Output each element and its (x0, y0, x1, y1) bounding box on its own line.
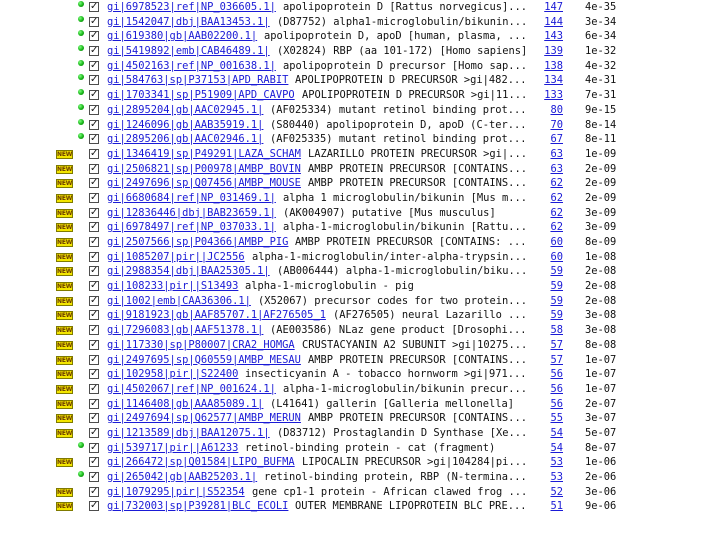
evalue: 3e-08 (585, 309, 617, 322)
new-badge-icon: NEW (57, 356, 73, 364)
select-checkbox[interactable]: ✓ (90, 133, 99, 145)
score-link[interactable]: 133 (544, 89, 563, 102)
green-dot-icon (78, 442, 84, 448)
score-link[interactable]: 67 (550, 133, 563, 146)
select-checkbox[interactable]: ✓ (90, 89, 99, 101)
hit-row (0, 73, 720, 88)
evalue: 5e-07 (585, 426, 617, 439)
hit-description: apolipoprotein D, apoD [human, plasma, ... (264, 30, 527, 43)
hit-description: alpha 1 microglobulin/bikunin [Mus m... (283, 191, 527, 204)
evalue: 4e-35 (585, 1, 617, 13)
hit-row (0, 15, 720, 30)
new-badge-icon: NEW (57, 385, 73, 393)
select-checkbox[interactable]: ✓ (90, 309, 99, 321)
new-badge-icon: NEW (57, 194, 73, 202)
hit-description: gene cp1-1 protein - African clawed frog ... (252, 485, 528, 498)
hit-description: (AB006444) alpha-1-microglobulin/biku... (277, 265, 528, 278)
select-checkbox[interactable]: ✓ (90, 353, 99, 365)
hit-row (0, 191, 720, 206)
evalue: 3e-07 (585, 412, 617, 425)
gi-accession-link[interactable]: gi|2895204|gb|AAC02945.1| (107, 103, 264, 116)
hit-row (0, 294, 720, 309)
score-link[interactable]: 56 (550, 397, 563, 410)
select-checkbox[interactable]: ✓ (90, 221, 99, 233)
hit-description: AMBP PROTEIN PRECURSOR [CONTAINS... (308, 162, 527, 175)
select-checkbox[interactable]: ✓ (90, 118, 99, 130)
hit-description: AMBP PROTEIN PRECURSOR [CONTAINS... (308, 412, 527, 425)
hit-row (0, 470, 720, 485)
gi-accession-link[interactable]: gi|619380|gb|AAB02200.1| (107, 30, 258, 43)
new-badge-icon: NEW (57, 180, 73, 188)
gi-accession-link[interactable]: gi|1246096|gb|AAB35919.1| (107, 118, 264, 131)
evalue: 1e-07 (585, 353, 617, 366)
evalue: 4e-31 (585, 74, 617, 87)
hit-row (0, 499, 720, 514)
gi-accession-link[interactable]: gi|2497695|sp|Q60559|AMBP_MESAU (107, 353, 301, 366)
hit-description: (AE003586) NLaz gene product [Drosophi... (270, 324, 527, 337)
green-dot-icon (78, 133, 84, 139)
select-checkbox[interactable]: ✓ (90, 485, 99, 497)
new-badge-icon: NEW (57, 488, 73, 496)
gi-accession-link[interactable]: gi|117330|sp|P80007|CRA2_HOMGA (107, 338, 295, 351)
green-dot-icon (78, 30, 84, 36)
score-link[interactable]: 51 (550, 500, 563, 513)
hit-row (0, 176, 720, 191)
hit-row (0, 162, 720, 177)
score-link[interactable]: 138 (544, 59, 563, 72)
evalue: 1e-07 (585, 382, 617, 395)
new-badge-icon: NEW (57, 429, 73, 437)
hit-row (0, 103, 720, 118)
score-link[interactable]: 59 (550, 309, 563, 322)
select-checkbox[interactable]: ✓ (90, 324, 99, 336)
hit-row (0, 118, 720, 133)
score-link[interactable]: 60 (550, 236, 563, 248)
select-checkbox[interactable]: ✓ (90, 30, 99, 42)
hit-row (0, 0, 720, 15)
hit-description: APOLIPOPROTEIN D PRECURSOR >gi|11... (302, 89, 528, 102)
hit-description: (AF025335) mutant retinol binding prot... (270, 133, 527, 146)
score-link[interactable]: 52 (550, 485, 563, 498)
score-link[interactable]: 62 (550, 206, 563, 219)
evalue: 2e-06 (585, 471, 617, 483)
evalue: 3e-09 (585, 221, 617, 234)
hit-description: (S80440) apolipoprotein D, apoD (C-ter... (270, 118, 527, 131)
gi-accession-link[interactable]: gi|584763|sp|P37153|APD_RABIT (107, 74, 289, 87)
evalue: 8e-08 (585, 338, 617, 351)
hit-row (0, 44, 720, 59)
select-checkbox[interactable]: ✓ (90, 147, 99, 159)
evalue: 9e-15 (585, 103, 617, 116)
evalue: 6e-34 (585, 30, 617, 43)
select-checkbox[interactable]: ✓ (90, 206, 99, 218)
score-link[interactable]: 54 (550, 426, 563, 439)
green-dot-icon (78, 45, 84, 51)
hit-row (0, 264, 720, 279)
score-link[interactable]: 139 (544, 45, 563, 58)
gi-accession-link[interactable]: gi|2497696|sp|Q07456|AMBP_MOUSE (107, 177, 301, 190)
gi-accession-link[interactable]: gi|108233|pir||S13493 (107, 280, 239, 293)
hit-row (0, 59, 720, 74)
gi-accession-link[interactable]: gi|2506821|sp|P00978|AMBP_BOVIN (107, 162, 301, 175)
score-link[interactable]: 143 (544, 30, 563, 43)
evalue: 8e-09 (585, 236, 617, 248)
hit-description: alpha-1-microglobulin - pig (245, 280, 414, 293)
gi-accession-link[interactable]: gi|9181923|gb|AAF85707.1|AF276505_1 (107, 309, 326, 322)
hit-description: LAZARILLO PROTEIN PRECURSOR >gi|... (308, 147, 527, 160)
new-badge-icon: NEW (57, 224, 73, 232)
select-checkbox[interactable]: ✓ (90, 162, 99, 174)
new-badge-icon: NEW (57, 165, 73, 173)
evalue: 4e-32 (585, 59, 617, 72)
select-checkbox[interactable]: ✓ (90, 368, 99, 380)
hit-description: (D87752) alpha1-microglobulin/bikunin... (277, 15, 528, 28)
evalue: 8e-07 (585, 441, 617, 454)
select-checkbox[interactable]: ✓ (90, 103, 99, 115)
green-dot-icon (78, 119, 84, 125)
score-link[interactable]: 62 (550, 221, 563, 234)
select-checkbox[interactable]: ✓ (90, 1, 99, 12)
new-badge-icon: NEW (57, 283, 73, 291)
gi-accession-link[interactable]: gi|6978497|ref|NP_037033.1| (107, 221, 276, 234)
hit-row (0, 397, 720, 412)
select-checkbox[interactable]: ✓ (90, 59, 99, 71)
gi-accession-link[interactable]: gi|12836446|dbj|BAB23659.1| (107, 206, 276, 219)
evalue: 8e-11 (585, 133, 617, 146)
select-checkbox[interactable]: ✓ (90, 338, 99, 350)
hit-row (0, 382, 720, 397)
hit-description: (D83712) Prostaglandin D Synthase [Xe... (277, 426, 528, 439)
select-checkbox[interactable]: ✓ (90, 456, 99, 468)
gi-accession-link[interactable]: gi|6978523|ref|NP_036605.1| (107, 1, 276, 13)
select-checkbox[interactable]: ✓ (90, 280, 99, 292)
new-badge-icon: NEW (57, 327, 73, 335)
hit-row (0, 411, 720, 426)
gi-accession-link[interactable]: gi|1703341|sp|P51909|APD_CAVPO (107, 89, 295, 102)
hit-row (0, 206, 720, 221)
green-dot-icon (78, 471, 84, 477)
hit-row (0, 485, 720, 500)
gi-accession-link[interactable]: gi|1079295|pir||S52354 (107, 485, 245, 498)
hit-description: (X52067) precursor codes for two protein... (258, 294, 527, 307)
new-badge-icon: NEW (57, 268, 73, 276)
score-link[interactable]: 56 (550, 382, 563, 395)
score-link[interactable]: 62 (550, 177, 563, 190)
gi-accession-link[interactable]: gi|732003|sp|P39281|BLC_ECOLI (107, 500, 289, 513)
select-checkbox[interactable]: ✓ (90, 45, 99, 57)
score-link[interactable]: 62 (550, 191, 563, 204)
score-link[interactable]: 59 (550, 265, 563, 278)
green-dot-icon (78, 1, 84, 7)
evalue: 3e-34 (585, 15, 617, 28)
new-badge-icon: NEW (57, 503, 73, 511)
evalue: 9e-06 (585, 500, 617, 513)
evalue: 3e-08 (585, 324, 617, 337)
evalue: 2e-09 (585, 191, 617, 204)
gi-accession-link[interactable]: gi|5419892|emb|CAB46489.1| (107, 45, 270, 58)
hit-row (0, 29, 720, 44)
new-badge-icon: NEW (57, 459, 73, 467)
new-badge-icon: NEW (57, 400, 73, 408)
gi-accession-link[interactable]: gi|1213589|dbj|BAA12075.1| (107, 426, 270, 439)
select-checkbox[interactable]: ✓ (90, 471, 99, 482)
score-link[interactable]: 55 (550, 412, 563, 425)
green-dot-icon (78, 104, 84, 110)
green-dot-icon (78, 74, 84, 80)
gi-accession-link[interactable]: gi|1346419|sp|P49291|LAZA_SCHAM (107, 147, 301, 160)
new-badge-icon: NEW (57, 297, 73, 305)
gi-accession-link[interactable]: gi|4502067|ref|NP_001624.1| (107, 382, 276, 395)
evalue: 1e-09 (585, 147, 617, 160)
evalue: 1e-07 (585, 368, 617, 381)
hit-description: AMBP PROTEIN PRECURSOR [CONTAINS... (308, 177, 527, 190)
evalue: 1e-32 (585, 45, 617, 58)
select-checkbox[interactable]: ✓ (90, 397, 99, 409)
evalue: 3e-09 (585, 206, 617, 219)
evalue: 2e-08 (585, 280, 617, 293)
gi-accession-link[interactable]: gi|265042|gb|AAB25203.1| (107, 471, 258, 483)
evalue: 7e-31 (585, 89, 617, 102)
score-link[interactable]: 56 (550, 368, 563, 381)
score-link[interactable]: 54 (550, 441, 563, 454)
hit-description: retinol-binding protein, RBP (N-termina... (264, 471, 527, 483)
hit-row (0, 279, 720, 294)
hit-row (0, 353, 720, 368)
evalue: 8e-14 (585, 118, 617, 131)
evalue: 2e-09 (585, 162, 617, 175)
gi-accession-link[interactable]: gi|2988354|dbj|BAA25305.1| (107, 265, 270, 278)
score-link[interactable]: 53 (550, 471, 563, 483)
hit-description: (AF276505) neural Lazarillo ... (333, 309, 527, 322)
select-checkbox[interactable]: ✓ (90, 412, 99, 424)
hit-description: AMBP PROTEIN PRECURSOR [CONTAINS: ... (295, 236, 527, 248)
hit-description: (X02824) RBP (aa 101-172) [Homo sapiens] (277, 45, 528, 58)
new-badge-icon: NEW (57, 253, 73, 261)
hit-row (0, 220, 720, 235)
hit-description: retinol-binding protein - cat (fragment) (245, 441, 496, 454)
select-checkbox[interactable]: ✓ (90, 441, 99, 453)
gi-accession-link[interactable]: gi|2497694|sp|Q62577|AMBP_MERUN (107, 412, 301, 425)
gi-accession-link[interactable]: gi|266472|sp|Q01584|LIPO_BUFMA (107, 456, 295, 469)
evalue: 1e-08 (585, 250, 617, 263)
hit-description: (AK004907) putative [Mus musculus] (283, 206, 496, 219)
hit-row (0, 441, 720, 456)
gi-accession-link[interactable]: gi|7296083|gb|AAF51378.1| (107, 324, 264, 337)
select-checkbox[interactable]: ✓ (90, 177, 99, 189)
hit-description: CRUSTACYANIN A2 SUBUNIT >gi|10275... (302, 338, 528, 351)
gi-accession-link[interactable]: gi|2895206|gb|AAC02946.1| (107, 133, 264, 146)
gi-accession-link[interactable]: gi|102958|pir||S22400 (107, 368, 239, 381)
hit-row (0, 88, 720, 103)
gi-accession-link[interactable]: gi|1002|emb|CAA36306.1| (107, 294, 251, 307)
select-checkbox[interactable]: ✓ (90, 500, 99, 512)
green-dot-icon (78, 60, 84, 66)
hit-row (0, 426, 720, 441)
hit-description: alpha-1-microglobulin/inter-alpha-trypsin... (252, 250, 528, 263)
hit-row (0, 308, 720, 323)
score-link[interactable]: 134 (544, 74, 563, 87)
gi-accession-link[interactable]: gi|2507566|sp|P04366|AMBP_PIG (107, 236, 289, 248)
green-dot-icon (78, 89, 84, 95)
hit-row (0, 455, 720, 470)
new-badge-icon: NEW (57, 371, 73, 379)
score-link[interactable]: 57 (550, 353, 563, 366)
select-checkbox[interactable]: ✓ (90, 382, 99, 394)
gi-accession-link[interactable]: gi|1146408|gb|AAA85089.1| (107, 397, 264, 410)
select-checkbox[interactable]: ✓ (90, 236, 99, 247)
hit-description: APOLIPOPROTEIN D PRECURSOR >gi|482... (295, 74, 527, 87)
hit-description: OUTER MEMBRANE LIPOPROTEIN BLC PRE... (295, 500, 527, 513)
score-link[interactable]: 80 (550, 103, 563, 116)
evalue: 1e-06 (585, 456, 617, 469)
score-link[interactable]: 58 (550, 324, 563, 337)
hit-description: alpha-1-microglobulin/bikunin [Rattu... (283, 221, 527, 234)
hit-row (0, 367, 720, 382)
hit-row (0, 250, 720, 265)
new-badge-icon: NEW (57, 150, 73, 158)
score-link[interactable]: 63 (550, 162, 563, 175)
select-checkbox[interactable]: ✓ (90, 74, 99, 86)
hit-row (0, 147, 720, 162)
select-checkbox[interactable]: ✓ (90, 426, 99, 438)
gi-accession-link[interactable]: gi|6680684|ref|NP_031469.1| (107, 191, 276, 204)
select-checkbox[interactable]: ✓ (90, 250, 99, 262)
hit-description: insecticyanin A - tobacco hornworm >gi|971... (245, 368, 527, 381)
score-link[interactable]: 60 (550, 250, 563, 263)
score-link[interactable]: 70 (550, 118, 563, 131)
hit-row (0, 323, 720, 338)
score-link[interactable]: 144 (544, 15, 563, 28)
green-dot-icon (78, 16, 84, 22)
new-badge-icon: NEW (57, 415, 73, 423)
score-link[interactable]: 57 (550, 338, 563, 351)
hit-description: apolipoprotein D precursor [Homo sap... (283, 59, 527, 72)
evalue: 2e-08 (585, 294, 617, 307)
hit-description: (L41641) gallerin [Galleria mellonella] (270, 397, 514, 410)
score-link[interactable]: 59 (550, 280, 563, 293)
evalue: 3e-06 (585, 485, 617, 498)
score-link[interactable]: 63 (550, 147, 563, 160)
select-checkbox[interactable]: ✓ (90, 191, 99, 203)
score-link[interactable]: 147 (544, 1, 563, 13)
hit-row (0, 338, 720, 353)
hit-description: LIPOCALIN PRECURSOR >gi|104284|pi... (302, 456, 528, 469)
gi-accession-link[interactable]: gi|4502163|ref|NP_001638.1| (107, 59, 276, 72)
new-badge-icon: NEW (57, 312, 73, 320)
gi-accession-link[interactable]: gi|1542047|dbj|BAA13453.1| (107, 15, 270, 28)
select-checkbox[interactable]: ✓ (90, 15, 99, 27)
score-link[interactable]: 59 (550, 294, 563, 307)
hit-row (0, 235, 720, 250)
hit-description: AMBP PROTEIN PRECURSOR [CONTAINS... (308, 353, 527, 366)
gi-accession-link[interactable]: gi|539717|pir||A61233 (107, 441, 239, 454)
new-badge-icon: NEW (57, 341, 73, 349)
new-badge-icon: NEW (57, 209, 73, 217)
select-checkbox[interactable]: ✓ (90, 294, 99, 306)
gi-accession-link[interactable]: gi|1085207|pir||JC2556 (107, 250, 245, 263)
evalue: 2e-09 (585, 177, 617, 190)
score-link[interactable]: 53 (550, 456, 563, 469)
hit-description: apolipoprotein D [Rattus norvegicus]... (283, 1, 527, 13)
select-checkbox[interactable]: ✓ (90, 265, 99, 277)
evalue: 2e-08 (585, 265, 617, 278)
hit-description: alpha-1-microglobulin/bikunin precur... (283, 382, 527, 395)
evalue: 2e-07 (585, 397, 617, 410)
new-badge-icon: NEW (57, 239, 73, 246)
hit-row (0, 132, 720, 147)
hit-description: (AF025334) mutant retinol binding prot... (270, 103, 527, 116)
